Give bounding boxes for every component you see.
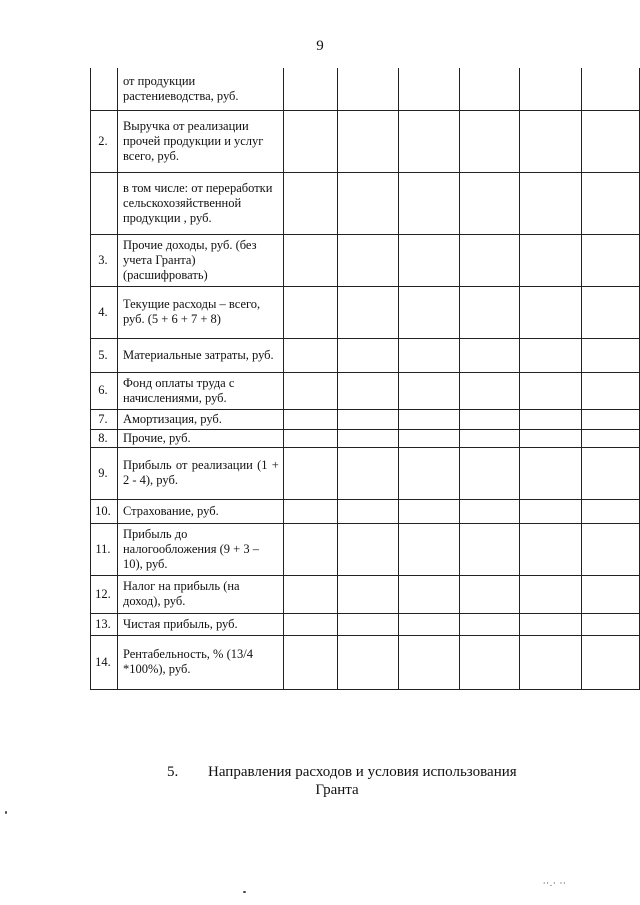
table-row [91,172,640,234]
table-row [91,523,640,575]
row-label: Страхование, руб. [117,499,283,523]
row-label: Чистая прибыль, руб. [117,613,283,635]
row-label: от продукции растениеводства, руб. [117,68,283,110]
row-label: Налог на прибыль (на доход), руб. [117,575,283,613]
row-number: 8. [91,429,118,447]
row-label: Фонд оплаты труда с начислениями, руб. [117,372,283,409]
section-title-line2: Гранта [315,782,359,798]
row-number [91,68,118,110]
row-label: Прибыль от реализации (1 + 2 - 4), руб. [117,447,283,499]
table-row [91,338,640,372]
row-label: Амортизация, руб. [117,409,283,429]
table-row [91,429,640,447]
row-number: 5. [91,338,118,372]
row-label: Прочие доходы, руб. (без учета Гранта) (расшифровать) [117,234,283,286]
table-row [91,234,640,286]
table-row [91,635,640,689]
row-label: в том числе: от переработки сельскохозяйственной продукции , руб. [117,172,283,234]
row-number: 13. [91,613,118,635]
row-number: 3. [91,234,118,286]
scan-marks: ⸱⸱.⸱ ⸱⸱ [543,878,567,888]
row-number: 9. [91,447,118,499]
row-number: 7. [91,409,118,429]
row-label: Рентабельность, % (13/4 *100%), руб. [117,635,283,689]
row-number: 12. [91,575,118,613]
table-row [91,447,640,499]
row-number: 4. [91,286,118,338]
row-number [91,172,118,234]
row-number: 6. [91,372,118,409]
row-label: Прочие, руб. [117,429,283,447]
section-title-line1: Направления расходов и условия использования [208,764,517,780]
row-label: Прибыль до налогообложения (9 + 3 – 10), руб. [117,523,283,575]
row-label: Выручка от реализации прочей продукции и услуг всего, руб. [117,110,283,172]
table-row [91,68,640,110]
table-row [91,575,640,613]
page-number: 9 [316,38,324,54]
row-label: Текущие расходы – всего, руб. (5 + 6 + 7 + 8) [117,286,283,338]
table-row [91,499,640,523]
row-number: 11. [91,523,118,575]
row-number: 10. [91,499,118,523]
row-number: 14. [91,635,118,689]
scan-speck [243,891,246,893]
table-row [91,409,640,429]
financial-indicators-table [90,68,640,690]
table-row [91,613,640,635]
section-number: 5. [167,764,179,780]
table-row [91,110,640,172]
table-row [91,286,640,338]
row-number: 2. [91,110,118,172]
scan-speck [5,811,7,814]
row-label: Материальные затраты, руб. [117,338,283,372]
table-row [91,372,640,409]
